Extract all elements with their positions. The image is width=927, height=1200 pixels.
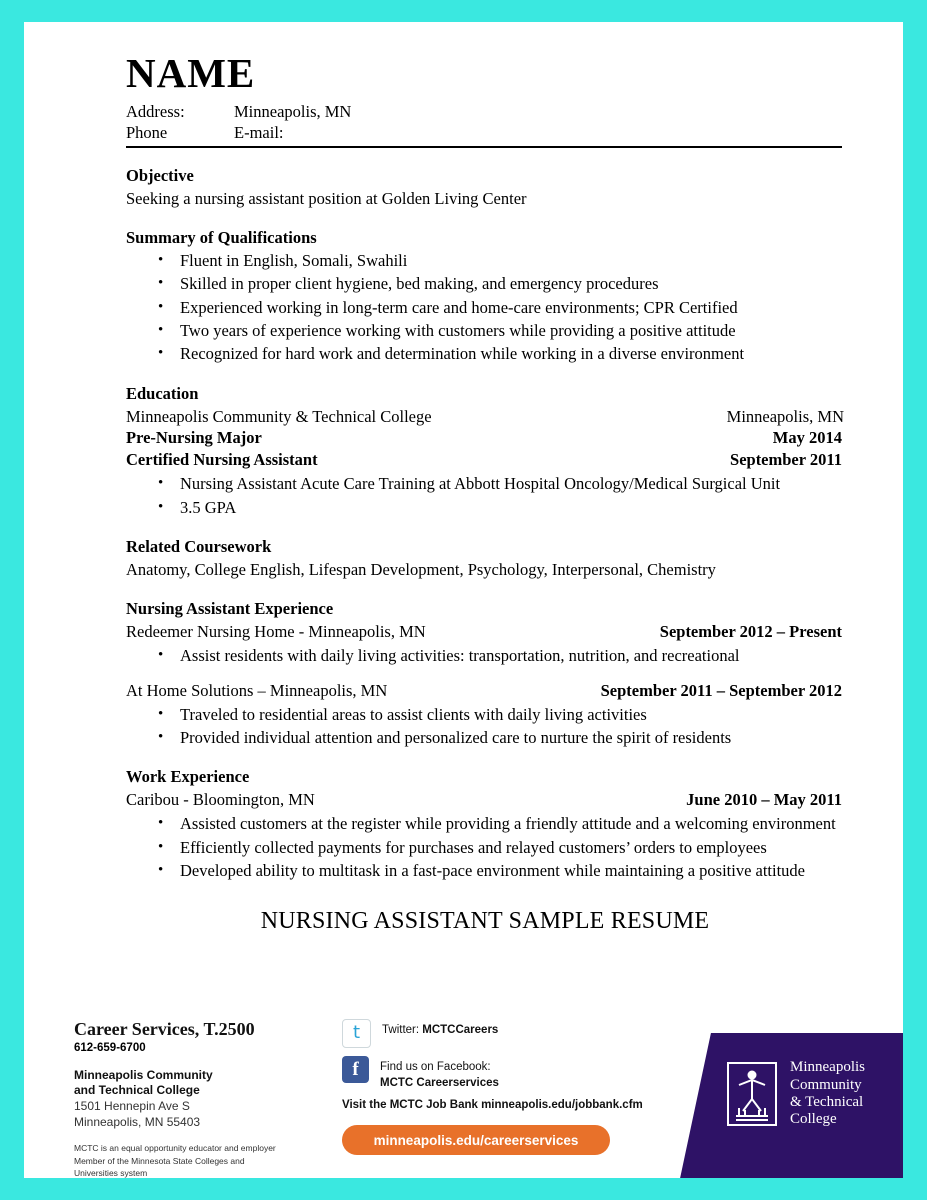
legal-line3: Universities system: [74, 1167, 148, 1178]
career-services-title: Career Services, T.2500: [74, 1019, 255, 1039]
list-item: • 3.5 GPA: [126, 497, 844, 519]
legal-line1: MCTC is an equal opportunity educator and employer: [74, 1143, 276, 1154]
facebook-f-glyph: f: [352, 1059, 359, 1080]
college-logo: [679, 1033, 903, 1178]
logo-text: [790, 1059, 865, 1129]
coursework-text: Anatomy, College English, Lifespan Development, Psychology, Interpersonal, Chemistry: [126, 559, 716, 579]
jobbank-text: Visit the MCTC Job Bank minneapolis.edu/jobbank.cfm: [342, 1099, 643, 1112]
nursing-job-list: [126, 704, 844, 750]
resume-body: [104, 52, 844, 935]
list-item: • Assisted customers at the register while providing a friendly attitude and a welcoming environment: [126, 813, 844, 835]
education-major-date: May 2014: [772, 428, 842, 448]
header-divider: [126, 146, 842, 148]
nursing-job-row: [126, 621, 844, 643]
college-name-line2: and Technical College: [74, 1083, 200, 1097]
facebook-icon[interactable]: [342, 1056, 369, 1083]
careerservices-url-label: minneapolis.edu/careerservices: [373, 1132, 579, 1148]
resume-page: [24, 22, 903, 1178]
twitter-handle: MCTCCareers: [422, 1024, 499, 1036]
footer-social-column: [342, 1019, 682, 1155]
nursing-job-list: [126, 645, 844, 667]
list-item: • Two years of experience working with customers while providing a positive attitude: [126, 320, 844, 342]
work-experience-heading: Work Experience: [126, 767, 250, 787]
nursing-job-row: [126, 680, 844, 702]
section-summary: [126, 228, 844, 365]
education-school-location: Minneapolis, MN: [726, 406, 844, 426]
footer: [24, 997, 903, 1178]
nursing-job-dates: September 2012 – Present: [659, 621, 842, 641]
education-major-row: [126, 427, 844, 449]
section-education: [126, 384, 844, 519]
logo-line2: Community: [790, 1076, 862, 1093]
twitter-bird-glyph: t: [352, 1022, 361, 1043]
college-name: [74, 1068, 344, 1098]
page-title: NURSING ASSISTANT SAMPLE RESUME: [260, 908, 710, 935]
facebook-row[interactable]: [342, 1056, 682, 1091]
education-school: Minneapolis Community & Technical College: [126, 406, 432, 426]
list-item: • Traveled to residential areas to assist clients with daily living activities: [126, 704, 844, 726]
section-coursework: [126, 537, 844, 581]
list-item: • Skilled in proper client hygiene, bed making, and emergency procedures: [126, 273, 844, 295]
list-item: • Provided individual attention and personalized care to nurture the spirit of residents: [126, 727, 844, 749]
footer-contact-column: [74, 1019, 344, 1178]
twitter-icon[interactable]: [342, 1019, 371, 1048]
education-school-row: [126, 406, 844, 428]
facebook-text: [380, 1056, 499, 1091]
objective-text: Seeking a nursing assistant position at Golden Living Center: [126, 189, 527, 209]
phone-label: Phone: [126, 123, 168, 143]
nursing-experience-heading: Nursing Assistant Experience: [126, 598, 334, 618]
mctc-figure-icon: [723, 1059, 781, 1129]
address-line1: 1501 Hennepin Ave S: [74, 1099, 190, 1113]
list-item: • Efficiently collected payments for purchases and relayed customers’ orders to employees: [126, 837, 844, 859]
education-major: Pre-Nursing Major: [126, 428, 262, 448]
college-address: [74, 1099, 344, 1130]
work-job-row: [126, 789, 844, 811]
address-value: Minneapolis, MN: [234, 102, 352, 122]
list-item: • Fluent in English, Somali, Swahili: [126, 250, 844, 272]
nursing-job-title: Redeemer Nursing Home - Minneapolis, MN: [126, 621, 426, 641]
work-job-title: Caribou - Bloomington, MN: [126, 790, 315, 810]
summary-heading: Summary of Qualifications: [126, 228, 317, 248]
section-work-experience: [126, 767, 844, 882]
applicant-name: NAME: [126, 50, 256, 96]
list-item: • Nursing Assistant Acute Care Training at Abbott Hospital Oncology/Medical Surgical Unit: [126, 473, 844, 495]
spacer: [126, 668, 844, 680]
list-item: • Experienced working in long-term care and home-care environments; CPR Certified: [126, 297, 844, 319]
list-item: • Developed ability to multitask in a fast-pace environment while maintaining a positive attitude: [126, 860, 844, 882]
contact-block: [126, 101, 844, 143]
list-item: • Assist residents with daily living activities: transportation, nutrition, and recreational: [126, 645, 844, 667]
logo-line1: Minneapolis: [790, 1059, 865, 1076]
list-item: • Recognized for hard work and determination while working in a diverse environment: [126, 343, 844, 365]
careerservices-url-button[interactable]: [342, 1125, 610, 1155]
education-credential: Certified Nursing Assistant: [126, 450, 318, 470]
education-credential-row: [126, 449, 844, 471]
education-list: [126, 473, 844, 519]
work-job-dates: June 2010 – May 2011: [686, 790, 842, 810]
twitter-label: Twitter:: [382, 1024, 420, 1036]
address-line2: Minneapolis, MN 55403: [74, 1114, 201, 1129]
section-objective: [126, 166, 844, 210]
logo-content: [723, 1059, 865, 1129]
legal-line2: Member of the Minnesota State Colleges and: [74, 1155, 245, 1166]
logo-line4: College: [790, 1111, 837, 1128]
college-name-line1: Minneapolis Community: [74, 1068, 213, 1082]
facebook-line2: MCTC Careerservices: [380, 1076, 499, 1089]
career-services-phone: 612-659-6700: [74, 1042, 146, 1054]
objective-heading: Objective: [126, 166, 194, 186]
nursing-job-title: At Home Solutions – Minneapolis, MN: [126, 681, 388, 701]
email-label: E-mail:: [234, 123, 284, 143]
coursework-heading: Related Coursework: [126, 536, 272, 556]
section-nursing-experience: [126, 599, 844, 750]
education-heading: Education: [126, 383, 199, 403]
nursing-job-dates: September 2011 – September 2012: [600, 681, 842, 701]
logo-line3: & Technical: [790, 1094, 864, 1110]
twitter-row[interactable]: [342, 1019, 682, 1048]
legal-notice: [74, 1142, 344, 1178]
contact-address-row: [126, 101, 844, 122]
summary-list: [126, 250, 844, 365]
address-label: Address:: [126, 102, 185, 122]
facebook-line1: Find us on Facebook:: [380, 1061, 491, 1073]
work-job-list: [126, 813, 844, 882]
contact-phone-row: [126, 122, 844, 143]
twitter-text: [382, 1019, 498, 1039]
education-credential-date: September 2011: [730, 450, 842, 470]
